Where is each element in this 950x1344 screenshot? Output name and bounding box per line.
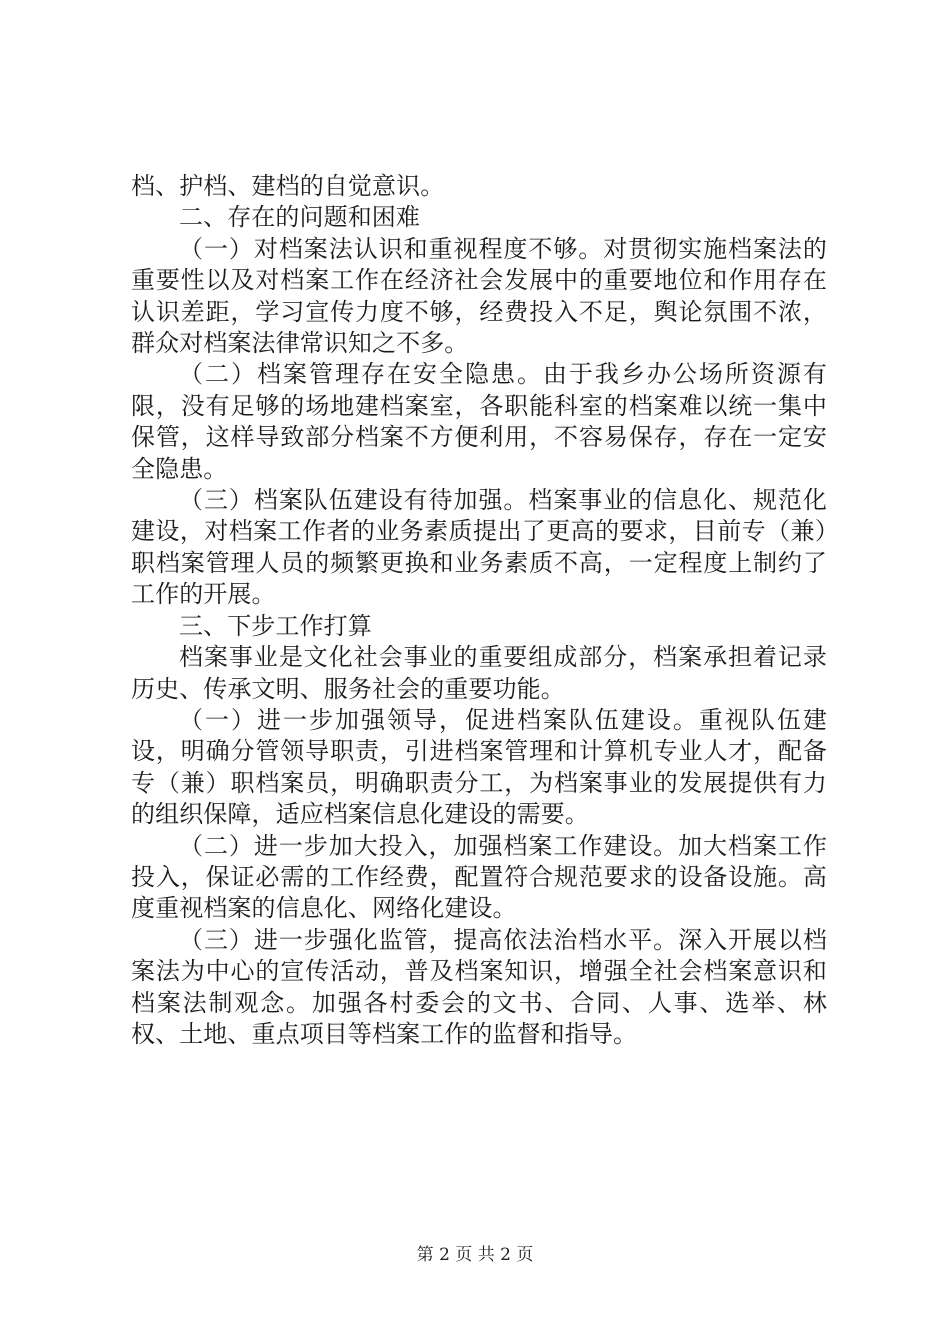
section-heading-problems: 二、存在的问题和困难 [179,203,420,232]
paragraph-problem-3: （三）档案队伍建设有待加强。档案事业的信息化、规范化建设，对档案工作者的业务素质提出了更高的要求，目前专（兼）职档案管理人员的频繁更换和业务素质不高，一定程度上制约了工作的开展。 [131,486,827,609]
paragraph-problem-2: （二）档案管理存在安全隐患。由于我乡办公场所资源有限，没有足够的场地建档案室，各职能科室的档案难以统一集中保管，这样导致部分档案不方便利用，不容易保存，存在一定安全隐患。 [131,360,827,483]
paragraph-plan-1: （一）进一步加强领导，促进档案队伍建设。重视队伍建设，明确分管领导职责，引进档案管理和计算机专业人才，配备专（兼）职档案员，明确职责分工，为档案事业的发展提供有力的组织保障，适应档案信息化建设的需要。 [131,705,827,829]
paragraph-plan-3: （三）进一步强化监管，提高依法治档水平。深入开展以档案法为中心的宣传活动，普及档案知识，增强全社会档案意识和档案法制观念。加强各村委会的文书、合同、人事、选举、林权、土地、重点项目等档案工作的监督和指导。 [131,925,827,1048]
paragraph-plan-2: （二）进一步加大投入，加强档案工作建设。加大档案工作投入，保证必需的工作经费，配置符合规范要求的设备设施。高度重视档案的信息化、网络化建设。 [131,831,827,923]
paragraph-problem-1: （一）对档案法认识和重视程度不够。对贯彻实施档案法的重要性以及对档案工作在经济社会发展中的重要地位和作用存在认识差距，学习宣传力度不够，经费投入不足，舆论氛围不浓，群众对档案法律常识知之不多。 [131,234,827,358]
paragraph-next-steps-intro: 档案事业是文化社会事业的重要组成部分，档案承担着记录历史、传承文明、服务社会的重要功能。 [131,643,827,703]
paragraph-continuation: 档、护档、建档的自觉意识。 [131,172,445,200]
section-heading-next-steps: 三、下步工作打算 [179,611,372,640]
document-body [131,171,827,1050]
page-footer: 第 2 页 共 2 页 [416,1245,534,1265]
